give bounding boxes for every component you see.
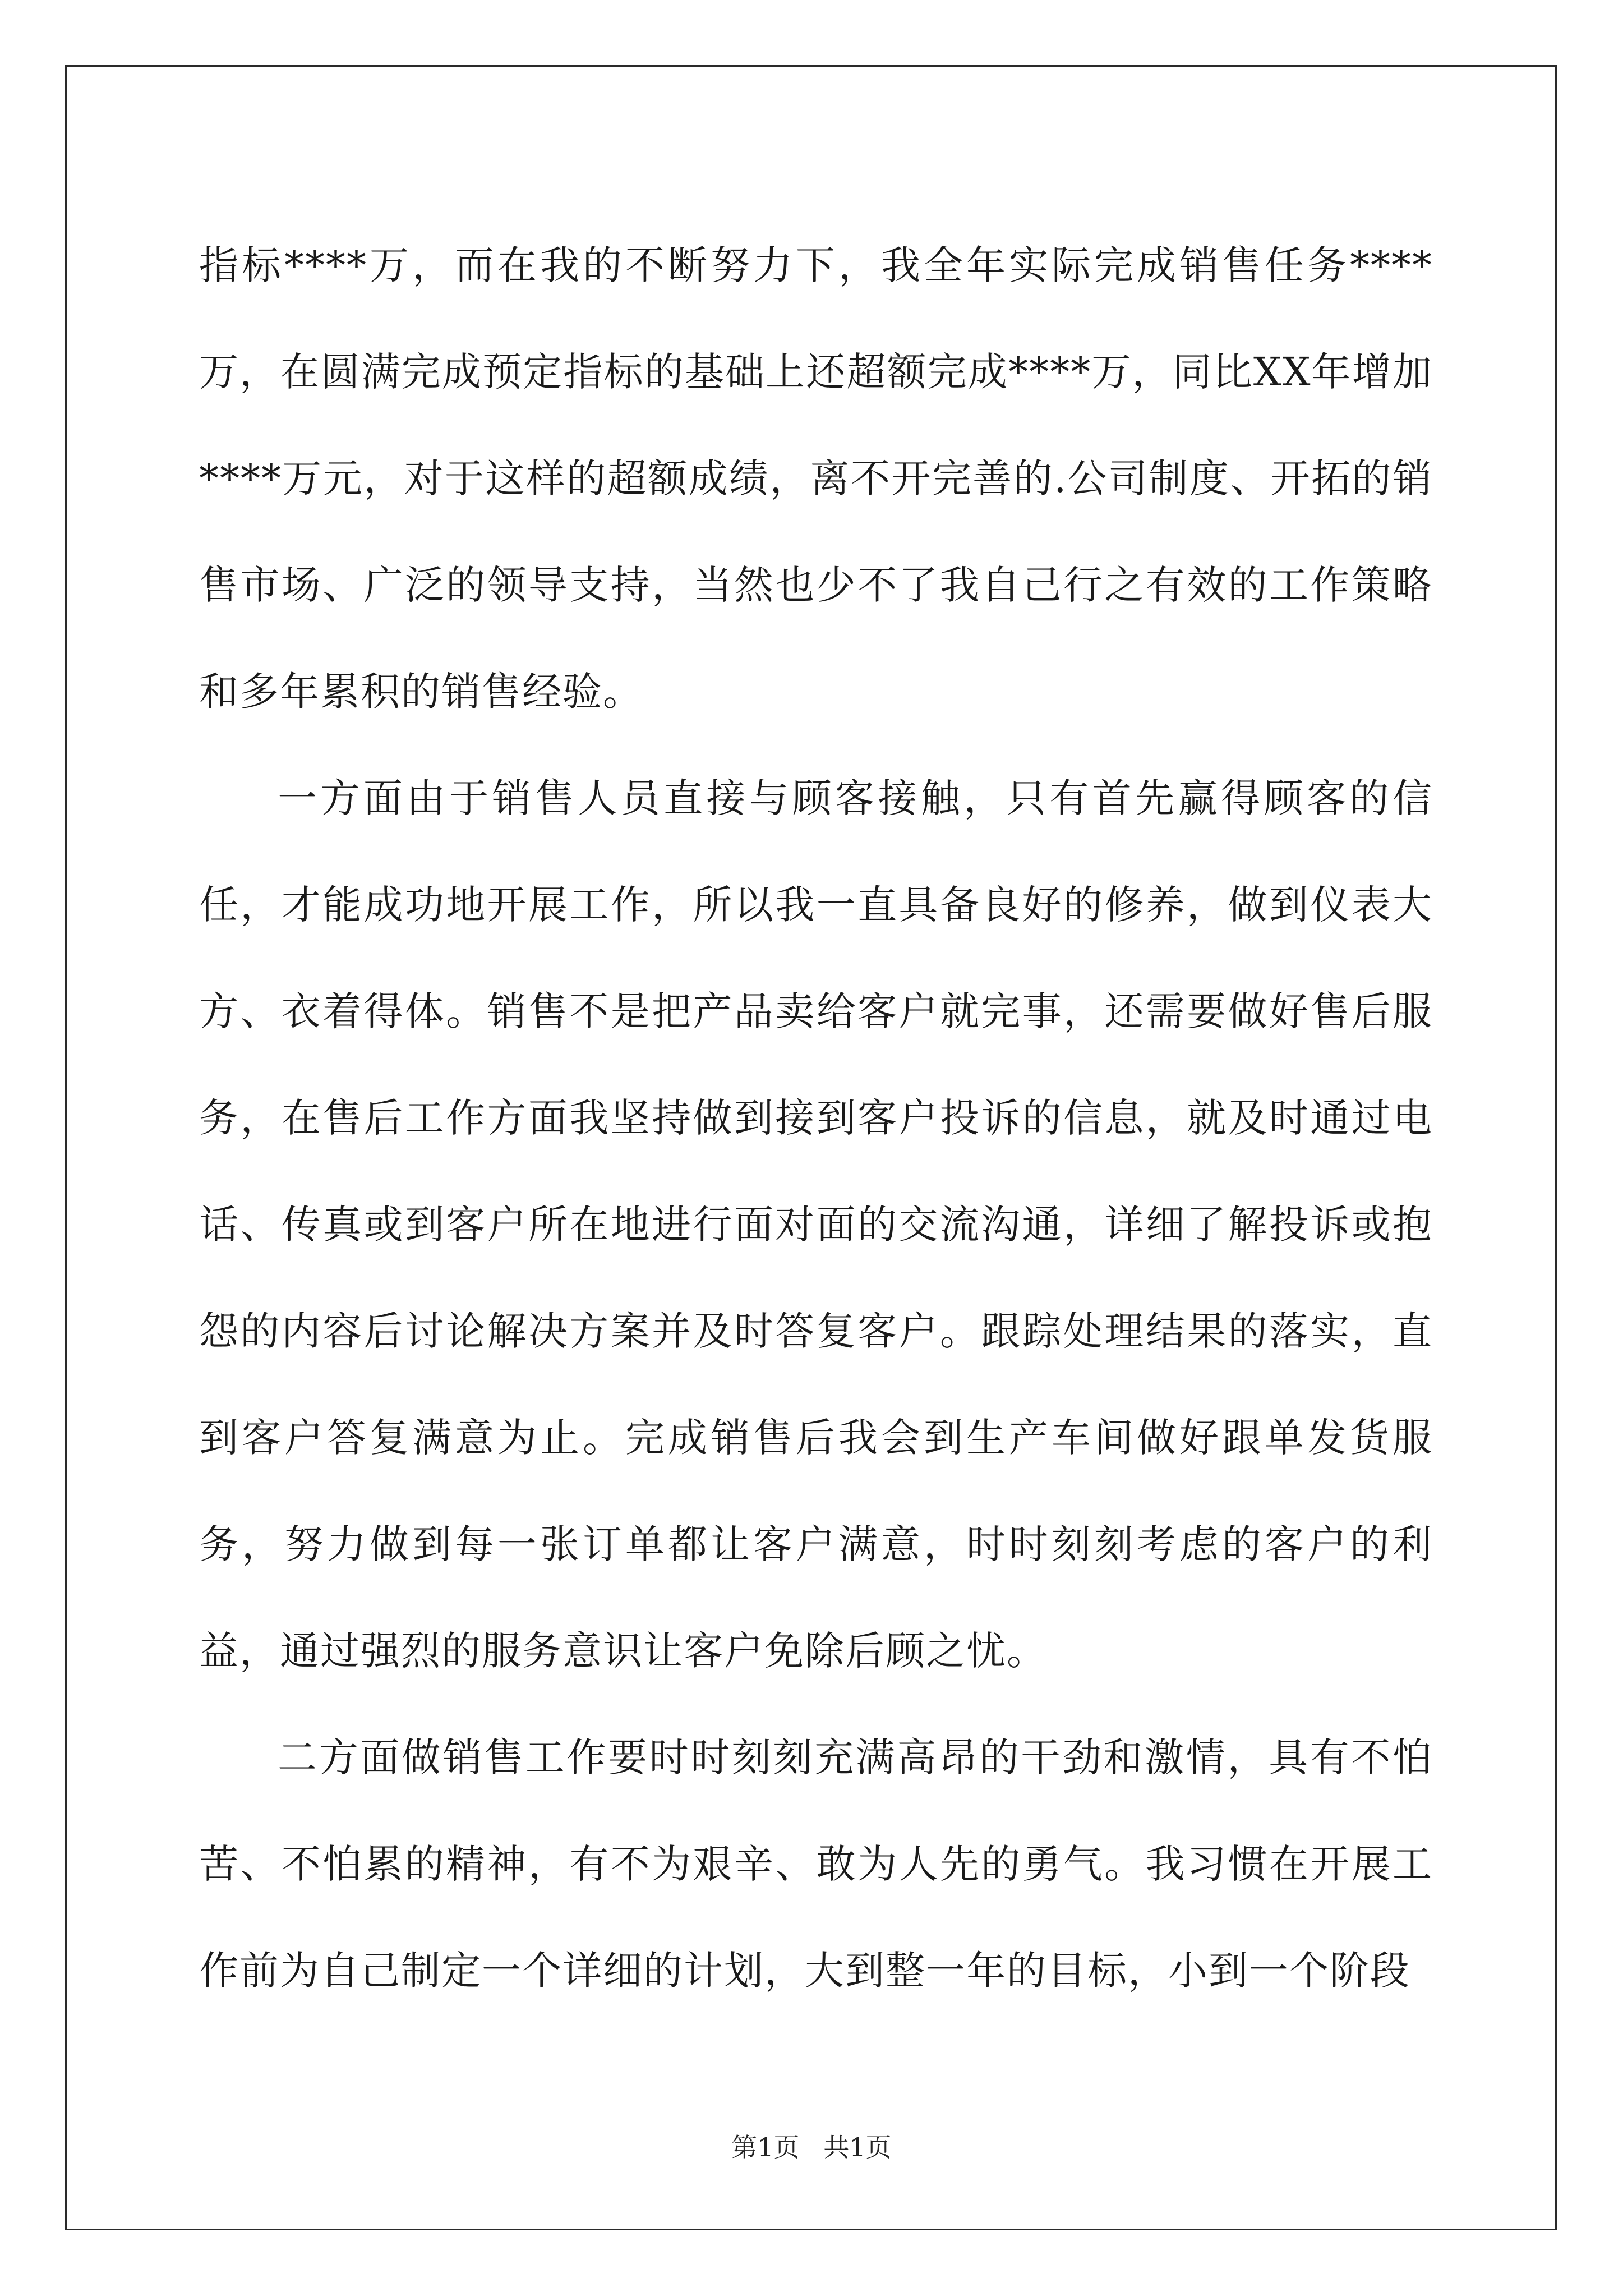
paragraph-3: 二方面做销售工作要时时刻刻充满高昂的干劲和激情，具有不怕苦、不怕累的精神，有不为艰辛、敢为人先的勇气。我习惯在开展工作前为自己制定一个详细的计划，大到整一年的目标，小到一个阶段 xyxy=(199,1734,1433,1994)
page-number: 第1页 xyxy=(731,2132,800,2162)
paragraph-2: 一方面由于销售人员直接与顾客接触，只有首先赢得顾客的信任，才能成功地开展工作，所以我一直具备良好的修养，做到仪表大方、衣着得体。销售不是把产品卖给客户就完事，还需要做好售后服务，在售后工作方面我坚持做到接到客户投诉的信息，就及时通过电话、传真或到客户所在地进行面对面的交流沟通，详细了解投诉或抱怨的内容后讨论解决方案并及时答复客户。跟踪处理结果的落实，直到客户答复满意为止。完成销售后我会到生产车间做好跟单发货服务，努力做到每一张订单都让客户满意，时时刻刻考虑的客户的利益，通过强烈的服务意识让客户免除后顾之忧。 xyxy=(199,775,1433,1674)
paragraph-1: 指标****万，而在我的不断努力下，我全年实际完成销售任务**** 万，在圆满完成预定指标的基础上还超额完成****万，同比XX年增加****万元，对于这样的超额成绩，离不开完善的.公司制度、开拓的销售市场、广泛的领导支持，当然也少不了我自己行之有效的工作策略和多年累积的销售经验。 xyxy=(199,242,1433,715)
page-total: 共1页 xyxy=(823,2132,892,2162)
document-body xyxy=(199,212,1433,2024)
page-footer xyxy=(0,2131,1623,2164)
